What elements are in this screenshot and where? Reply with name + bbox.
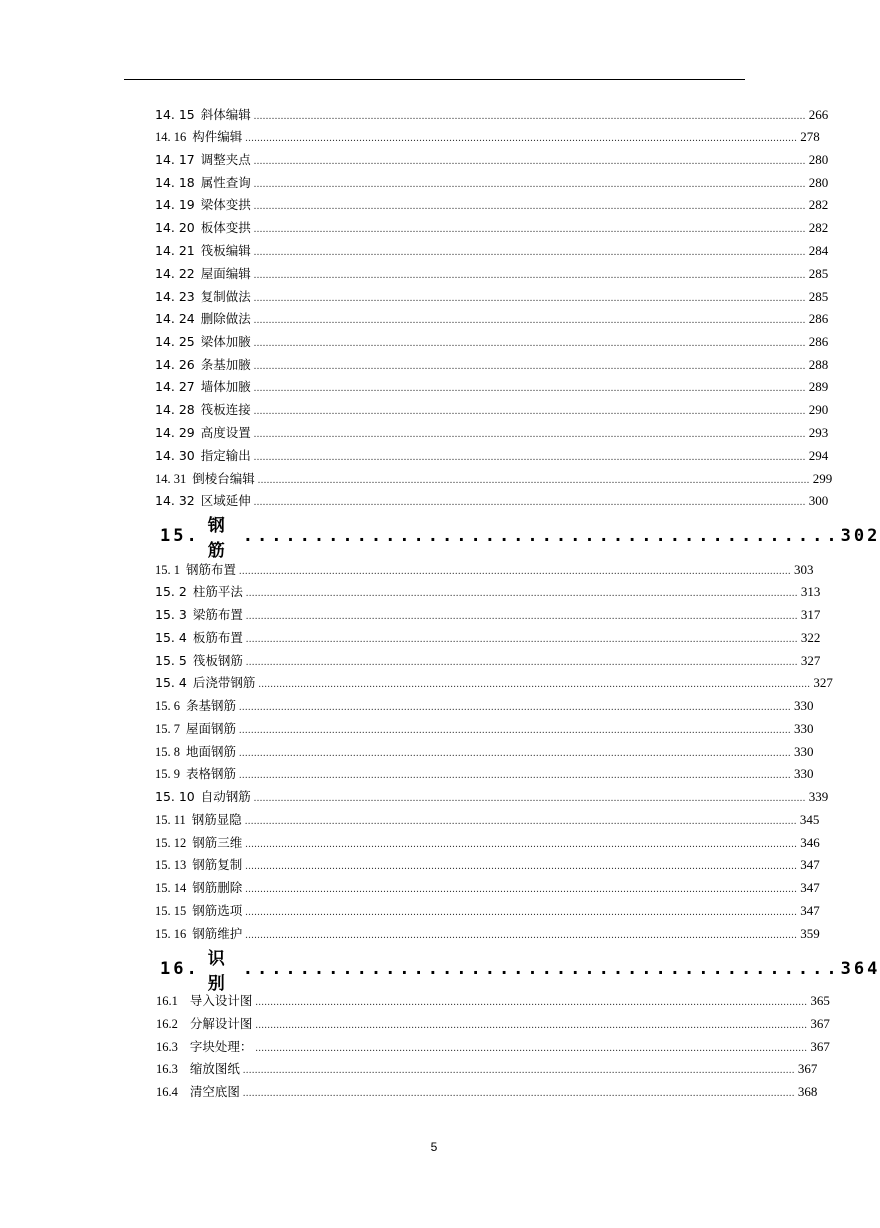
toc-entry[interactable] [155,924,820,944]
entry-page: 367 [797,1061,818,1076]
entry-title: 梁体加腋 [200,334,251,349]
dot-leader: ........................................................................................................................................................................................ [253,179,806,190]
entry-page: 280 [808,152,829,167]
toc-entry[interactable] [156,1037,830,1057]
toc-entry[interactable] [155,150,829,170]
toc-entry[interactable] [155,628,821,648]
toc-entry[interactable] [155,742,814,762]
entry-title: 区域延伸 [200,493,251,508]
dot-leader: ........................................................................................................................................................................................ [253,270,806,281]
entry-number: 16.1 [156,994,178,1008]
dot-leader: ........................................................................................................................................................................................ [245,930,798,941]
toc-entry[interactable] [155,309,829,329]
dot-leader: ........................................................................................................................................................................................ [253,497,806,508]
entry-title: 板体变拱 [200,220,251,235]
entry-title: 高度设置 [200,425,251,440]
page-number: 5 [430,1140,438,1154]
toc-entry[interactable] [156,1082,818,1102]
toc-entry[interactable] [155,696,814,716]
entry-number: 14. 31 [155,472,187,486]
dot-leader: ........................................................................................................................................................................................ [253,452,806,463]
entry-page: 330 [794,698,814,713]
entry-number: 14. 21 [155,243,195,258]
entry-number: 14. 20 [155,220,195,235]
entry-page: 368 [797,1084,818,1099]
dot-leader: ........................................................................................................................................................................................ [253,793,806,804]
entry-number: 14. 24 [155,311,195,326]
toc-entry[interactable] [155,218,829,238]
entry-page: 346 [800,835,820,850]
entry-title: 条基钢筋 [186,698,237,713]
entry-title: 梁体变拱 [200,197,251,212]
toc-entry[interactable] [155,855,820,875]
entry-page: 347 [800,903,820,918]
entry-page: 282 [808,220,829,235]
entry-number: 16.3 [156,1062,178,1076]
chapter-page: 302 [840,526,880,546]
entry-title: 钢筋选项 [192,903,243,918]
entry-number: 16.4 [156,1085,178,1099]
dot-leader: ........................................................................................................................................................................................ [253,338,806,349]
entry-page: 284 [808,243,829,258]
dot-leader: ........................................................................................................................................................................................ [253,315,806,326]
toc-entry[interactable] [155,446,829,466]
toc-entry[interactable] [155,764,814,784]
entry-page: 293 [808,425,829,440]
entry-title: 条基加腋 [200,357,251,372]
toc-entry[interactable] [155,560,814,580]
dot-leader: ........................................................................................................................................................................................ [242,1065,795,1076]
toc-entry[interactable] [156,991,830,1011]
toc-entry[interactable] [155,287,829,307]
entry-title: 清空底图 [189,1084,240,1099]
dot-leader: ........................................................................................................................................................................................ [245,884,798,895]
entry-title: 调整夹点 [200,152,251,167]
entry-number: 14. 26 [155,357,195,372]
dot-leader: ........................................................................................................................................................................................ [255,1043,808,1054]
header-rule [124,79,745,80]
toc-entry[interactable] [155,332,829,352]
entry-page: 330 [794,744,814,759]
dot-leader: ........................................................................................................................................................................................ [239,566,792,577]
dot-leader: ........................................................................................................................................................................................ [255,997,808,1008]
toc-entry[interactable] [155,901,820,921]
entry-title: 钢筋删除 [192,880,243,895]
entry-title: 筏板编辑 [200,243,251,258]
entry-title: 柱筋平法 [192,584,243,599]
dot-leader: ........................................................................................................................................................................................ [257,475,810,486]
entry-number: 15. 7 [155,722,180,736]
entry-page: 327 [800,653,821,668]
entry-title: 地面钢筋 [186,744,237,759]
dot-leader: ........................................................................................................................................................................................ [239,725,792,736]
dot-leader: ........................................................................................................................................................................................ [253,111,806,122]
entry-number: 15. 4 [155,630,187,645]
entry-number: 15. 9 [155,767,180,781]
toc-entry[interactable] [156,1014,830,1034]
entry-page: 285 [808,289,829,304]
entry-number: 14. 22 [155,266,195,281]
entry-number: 15. 13 [155,858,187,872]
dot-leader: ........................................................................................................................................................................................ [253,361,806,372]
entry-page: 285 [808,266,829,281]
dot-leader: ........................................................................................................................................................................................ [253,293,806,304]
entry-title: 钢筋复制 [192,857,243,872]
dot-leader: ........................................................................................................................................................................................ [253,383,806,394]
toc-entry[interactable] [155,423,829,443]
entry-number: 15. 5 [155,653,187,668]
entry-title: 构件编辑 [192,129,243,144]
toc-entry[interactable] [155,195,829,215]
entry-title: 墙体加腋 [200,379,251,394]
chapter-page: 364 [840,959,880,979]
dot-leader: ........................................................................................................................................................................................ [245,133,798,144]
entry-title: 删除做法 [200,311,251,326]
entry-number: 14. 29 [155,425,195,440]
entry-page: 286 [808,311,829,326]
dot-leader: ........................................................................................................................................................................................ [239,702,792,713]
entry-page: 286 [808,334,829,349]
dot-leader: ........................................................................................................................................................................................ [239,770,792,781]
toc-entry[interactable] [155,105,829,125]
entry-page: 365 [810,993,830,1008]
toc-entry[interactable] [155,173,829,193]
entry-title: 属性查询 [200,175,251,190]
entry-number: 14. 32 [155,493,195,508]
entry-number: 15. 1 [155,563,180,577]
entry-title: 分解设计图 [189,1016,253,1031]
toc-entry[interactable] [155,651,821,671]
chapter-heading-15[interactable] [160,516,880,561]
entry-number: 14. 17 [155,152,195,167]
entry-page: 303 [794,562,814,577]
entry-page: 367 [810,1039,830,1054]
dot-leader: ........................................................................................................................................................................................ [239,748,792,759]
toc-entry[interactable] [155,673,833,693]
entry-number: 15. 10 [155,789,195,804]
entry-number: 14. 27 [155,379,195,394]
entry-title: 倒棱台编辑 [192,471,255,486]
entry-title: 屋面钢筋 [186,721,237,736]
entry-number: 15. 2 [155,584,187,599]
entry-number: 14. 23 [155,289,195,304]
entry-number: 15. 8 [155,745,180,759]
entry-page: 327 [813,675,833,690]
entry-number: 14. 30 [155,448,195,463]
dot-leader: ........................................................................................................................................................................................ [245,861,798,872]
entry-title: 筏板连接 [200,402,251,417]
entry-number: 15. 12 [155,836,187,850]
entry-page: 299 [812,471,833,486]
toc-entry[interactable] [155,355,829,375]
entry-number: 14. 16 [155,130,187,144]
toc-entry[interactable] [155,377,829,397]
entry-page: 330 [794,721,814,736]
toc-entry[interactable] [155,810,820,830]
entry-number: 15. 14 [155,881,187,895]
entry-number: 14. 18 [155,175,195,190]
dot-leader: ........................................................................................................................................................................................ [245,907,798,918]
entry-title: 后浇带钢筋 [192,675,256,690]
entry-page: 289 [808,379,829,394]
entry-title: 斜体编辑 [200,107,251,122]
entry-title: 钢筋布置 [186,562,237,577]
entry-page: 330 [794,766,814,781]
toc-entry[interactable] [155,400,829,420]
toc-entry[interactable] [155,127,820,147]
entry-title: 自动钢筋 [200,789,251,804]
dot-leader: ........................................................................................................................................................................................ [255,1020,808,1031]
chapter-heading-16[interactable] [160,949,880,994]
entry-page: 266 [808,107,829,122]
toc-entry[interactable] [155,719,814,739]
toc-entry[interactable] [155,241,829,261]
entry-title: 梁筋布置 [192,607,243,622]
entry-title: 钢筋维护 [192,926,243,941]
entry-page: 347 [800,857,820,872]
entry-title: 钢筋三维 [192,835,243,850]
dot-leader: ........................................................................................................................................................................................ [253,247,806,258]
entry-number: 16.3 [156,1040,178,1054]
entry-number: 16.2 [156,1017,178,1031]
entry-page: 278 [800,129,820,144]
dot-leader: ........................................................................................................................................................................................ [253,406,806,417]
entry-number: 14. 19 [155,197,195,212]
dot-leader: ........................................................................................................................................................................................ [245,657,798,668]
dot-leader: ........................................................................................................................................................................................ [245,588,798,599]
dot-leader: ........................................................................................................................................................................................ [253,224,806,235]
toc-entry[interactable] [155,878,820,898]
entry-page: 300 [808,493,829,508]
entry-number: 15. 6 [155,699,180,713]
chapter-title: 钢筋 [207,516,243,561]
entry-title: 钢筋显隐 [191,812,242,827]
entry-page: 294 [808,448,829,463]
toc-entry[interactable] [155,787,829,807]
entry-title: 缩放图纸 [189,1061,240,1076]
dot-leader: ........................................................................................................................................................................................ [245,839,798,850]
entry-number: 14. 28 [155,402,195,417]
chapter-dot-leader: .......................................... [242,526,841,546]
entry-title: 板筋布置 [192,630,243,645]
entry-page: 288 [808,357,829,372]
entry-number: 14. 25 [155,334,195,349]
entry-page: 282 [808,197,829,212]
entry-number: 14. 15 [155,107,195,122]
entry-title: 表格钢筋 [186,766,237,781]
entry-number: 15. 4 [155,675,187,690]
entry-page: 313 [800,584,821,599]
entry-page: 322 [800,630,821,645]
entry-title: 导入设计图 [189,993,253,1008]
entry-page: 280 [808,175,829,190]
chapter-number: 15. [160,526,200,546]
entry-page: 359 [800,926,820,941]
toc-entry[interactable] [155,264,829,284]
toc-entry[interactable] [155,469,833,489]
chapter-title: 识别 [207,949,243,994]
dot-leader: ........................................................................................................................................................................................ [245,634,798,645]
entry-number: 15. 15 [155,904,187,918]
entry-page: 347 [800,880,820,895]
entry-page: 317 [800,607,821,622]
dot-leader: ........................................................................................................................................................................................ [253,156,806,167]
entry-number: 15. 16 [155,927,187,941]
entry-number: 15. 3 [155,607,187,622]
entry-title: 屋面编辑 [200,266,251,281]
entry-number: 15. 11 [155,813,186,827]
toc-entry[interactable] [155,582,821,602]
toc-entry[interactable] [155,605,821,625]
entry-title: 指定输出 [200,448,251,463]
entry-page: 339 [808,789,829,804]
dot-leader: ........................................................................................................................................................................................ [242,1088,795,1099]
toc-entry[interactable] [155,491,829,511]
entry-title: 筏板钢筋 [192,653,243,668]
chapter-number: 16. [160,959,200,979]
entry-page: 290 [808,402,829,417]
entry-page: 367 [810,1016,830,1031]
entry-title: 字块处理： [189,1039,253,1054]
dot-leader: ........................................................................................................................................................................................ [245,611,798,622]
entry-page: 345 [799,812,820,827]
dot-leader: ........................................................................................................................................................................................ [253,201,806,212]
entry-title: 复制做法 [200,289,251,304]
dot-leader: ........................................................................................................................................................................................ [253,429,806,440]
toc-entry[interactable] [155,833,820,853]
dot-leader: ........................................................................................................................................................................................ [244,816,797,827]
chapter-dot-leader: .......................................... [242,959,841,979]
toc-entry[interactable] [156,1059,818,1079]
dot-leader: ........................................................................................................................................................................................ [258,679,811,690]
